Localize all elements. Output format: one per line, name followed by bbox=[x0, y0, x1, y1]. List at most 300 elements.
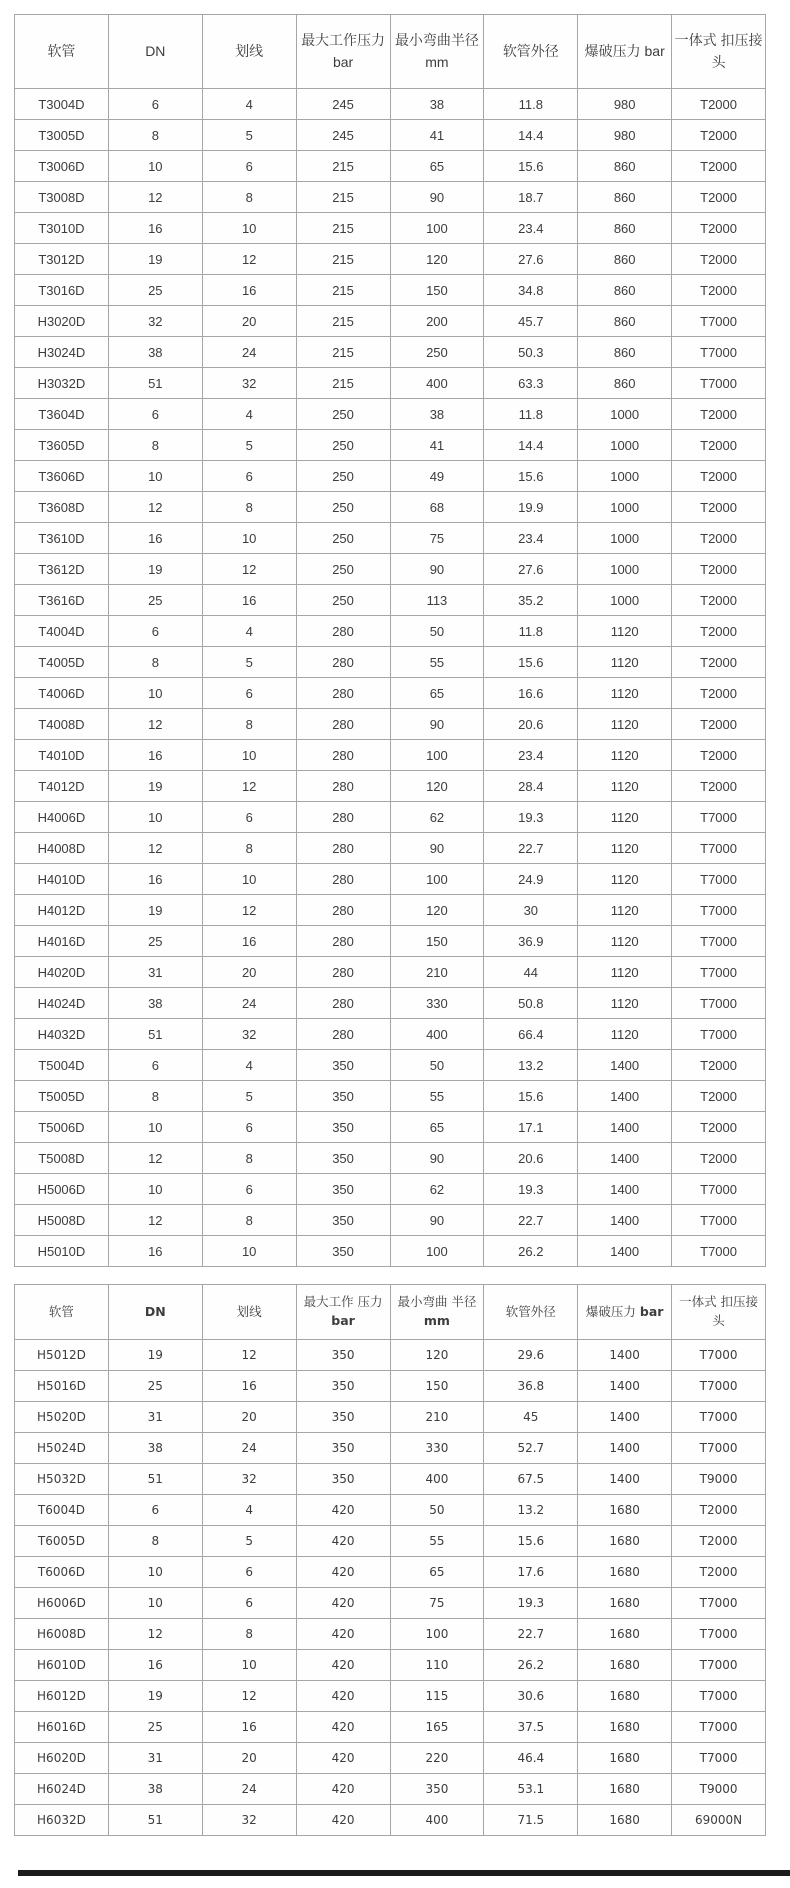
table-cell: 1000 bbox=[578, 492, 672, 523]
table-row bbox=[15, 709, 766, 740]
table-cell: 12 bbox=[202, 895, 296, 926]
table-cell: 5 bbox=[202, 1081, 296, 1112]
table-cell: 23.4 bbox=[484, 213, 578, 244]
table-cell: 6 bbox=[202, 1588, 296, 1619]
table-cell: 11.8 bbox=[484, 399, 578, 430]
table-cell: T2000 bbox=[672, 1081, 766, 1112]
table-cell: 10 bbox=[108, 151, 202, 182]
table-cell: 15.6 bbox=[484, 1081, 578, 1112]
table-cell: 19.3 bbox=[484, 1588, 578, 1619]
table-cell: H3020D bbox=[15, 306, 109, 337]
table-cell: 6 bbox=[108, 1050, 202, 1081]
table-row bbox=[15, 461, 766, 492]
table-cell: 6 bbox=[108, 1495, 202, 1526]
table-cell: T7000 bbox=[672, 957, 766, 988]
table-cell: 17.1 bbox=[484, 1112, 578, 1143]
table-cell: 49 bbox=[390, 461, 484, 492]
table-cell: H5008D bbox=[15, 1205, 109, 1236]
table-cell: 8 bbox=[202, 1205, 296, 1236]
table-cell: T6006D bbox=[15, 1557, 109, 1588]
table-cell: 860 bbox=[578, 368, 672, 399]
table-cell: 75 bbox=[390, 1588, 484, 1619]
table-cell: 11.8 bbox=[484, 616, 578, 647]
table-cell: 10 bbox=[108, 461, 202, 492]
table-cell: 16 bbox=[202, 1371, 296, 1402]
table-cell: 420 bbox=[296, 1805, 390, 1836]
table-cell: 280 bbox=[296, 740, 390, 771]
table-cell: 25 bbox=[108, 275, 202, 306]
table-cell: 110 bbox=[390, 1650, 484, 1681]
table-cell: T7000 bbox=[672, 1650, 766, 1681]
table-row bbox=[15, 802, 766, 833]
table-cell: 6 bbox=[108, 399, 202, 430]
table-cell: 10 bbox=[202, 740, 296, 771]
table-cell: 16 bbox=[108, 1236, 202, 1267]
table-cell: 31 bbox=[108, 1743, 202, 1774]
table-cell: 10 bbox=[108, 1557, 202, 1588]
table-row bbox=[15, 895, 766, 926]
table-cell: 16 bbox=[202, 275, 296, 306]
table-row bbox=[15, 244, 766, 275]
table-cell: T3004D bbox=[15, 89, 109, 120]
table-cell: 55 bbox=[390, 1526, 484, 1557]
table-cell: 16 bbox=[108, 864, 202, 895]
table-cell: 55 bbox=[390, 1081, 484, 1112]
table-cell: 350 bbox=[296, 1174, 390, 1205]
table-cell: 200 bbox=[390, 306, 484, 337]
table-row bbox=[15, 864, 766, 895]
table-row bbox=[15, 1557, 766, 1588]
table-cell: 10 bbox=[108, 678, 202, 709]
table-cell: 32 bbox=[108, 306, 202, 337]
table-cell: 350 bbox=[296, 1112, 390, 1143]
table-cell: T2000 bbox=[672, 554, 766, 585]
table-cell: 25 bbox=[108, 1371, 202, 1402]
column-header: 最大工作 压力 bar bbox=[296, 1285, 390, 1340]
table-cell: H6016D bbox=[15, 1712, 109, 1743]
table-cell: 150 bbox=[390, 926, 484, 957]
table-cell: T2000 bbox=[672, 616, 766, 647]
table-cell: H6008D bbox=[15, 1619, 109, 1650]
table-cell: T3006D bbox=[15, 151, 109, 182]
table-cell: 330 bbox=[390, 988, 484, 1019]
column-header: 软管 bbox=[15, 15, 109, 89]
table-cell: 50 bbox=[390, 616, 484, 647]
table-cell: 90 bbox=[390, 833, 484, 864]
table-cell: 38 bbox=[108, 988, 202, 1019]
table-cell: 23.4 bbox=[484, 523, 578, 554]
table-cell: 1120 bbox=[578, 864, 672, 895]
table-cell: T7000 bbox=[672, 1681, 766, 1712]
table-cell: 90 bbox=[390, 1143, 484, 1174]
table-cell: T7000 bbox=[672, 802, 766, 833]
table-cell: 115 bbox=[390, 1681, 484, 1712]
table-cell: T3016D bbox=[15, 275, 109, 306]
column-header: 爆破压力 bar bbox=[578, 15, 672, 89]
table-cell: 1120 bbox=[578, 709, 672, 740]
table-cell: 5 bbox=[202, 647, 296, 678]
table-cell: 280 bbox=[296, 771, 390, 802]
table-cell: 75 bbox=[390, 523, 484, 554]
table-cell: 26.2 bbox=[484, 1236, 578, 1267]
table-cell: T5008D bbox=[15, 1143, 109, 1174]
table-cell: T3005D bbox=[15, 120, 109, 151]
table-cell: 10 bbox=[108, 1174, 202, 1205]
table-cell: 32 bbox=[202, 368, 296, 399]
table-cell: 19 bbox=[108, 771, 202, 802]
table-cell: 120 bbox=[390, 1340, 484, 1371]
table-row bbox=[15, 120, 766, 151]
table-row bbox=[15, 833, 766, 864]
table-cell: 4 bbox=[202, 399, 296, 430]
table-cell: 12 bbox=[202, 1681, 296, 1712]
table-row bbox=[15, 399, 766, 430]
table-cell: 1680 bbox=[578, 1495, 672, 1526]
table-cell: 22.7 bbox=[484, 833, 578, 864]
table-row bbox=[15, 492, 766, 523]
table-cell: 1680 bbox=[578, 1743, 672, 1774]
table-cell: T5006D bbox=[15, 1112, 109, 1143]
table-cell: 20 bbox=[202, 306, 296, 337]
table-cell: 420 bbox=[296, 1712, 390, 1743]
table-cell: 66.4 bbox=[484, 1019, 578, 1050]
table-cell: 250 bbox=[296, 554, 390, 585]
table-cell: 250 bbox=[296, 430, 390, 461]
table-cell: 51 bbox=[108, 1805, 202, 1836]
table-cell: 13.2 bbox=[484, 1495, 578, 1526]
table-cell: 280 bbox=[296, 957, 390, 988]
table-cell: 12 bbox=[202, 771, 296, 802]
table-cell: 4 bbox=[202, 89, 296, 120]
table-cell: T2000 bbox=[672, 430, 766, 461]
table-cell: 62 bbox=[390, 1174, 484, 1205]
column-header: 最小弯曲半径 mm bbox=[390, 15, 484, 89]
table-cell: 1400 bbox=[578, 1174, 672, 1205]
table-cell: 15.6 bbox=[484, 151, 578, 182]
table-cell: 6 bbox=[202, 1112, 296, 1143]
table-cell: 1680 bbox=[578, 1619, 672, 1650]
table-cell: 420 bbox=[296, 1681, 390, 1712]
column-header: DN bbox=[108, 15, 202, 89]
table-cell: 400 bbox=[390, 368, 484, 399]
table-row bbox=[15, 1205, 766, 1236]
table-cell: 45.7 bbox=[484, 306, 578, 337]
table-cell: H4010D bbox=[15, 864, 109, 895]
table-cell: 860 bbox=[578, 151, 672, 182]
table-cell: 245 bbox=[296, 89, 390, 120]
table-cell: H6012D bbox=[15, 1681, 109, 1712]
table-cell: 11.8 bbox=[484, 89, 578, 120]
table-cell: 420 bbox=[296, 1619, 390, 1650]
table-cell: 50.3 bbox=[484, 337, 578, 368]
table-cell: 1680 bbox=[578, 1681, 672, 1712]
table-cell: 350 bbox=[296, 1371, 390, 1402]
table-cell: 350 bbox=[296, 1205, 390, 1236]
table-cell: 860 bbox=[578, 213, 672, 244]
table-cell: 280 bbox=[296, 616, 390, 647]
table-cell: T2000 bbox=[672, 120, 766, 151]
table-cell: T3612D bbox=[15, 554, 109, 585]
table-cell: 150 bbox=[390, 275, 484, 306]
table-row bbox=[15, 1588, 766, 1619]
table-cell: 41 bbox=[390, 120, 484, 151]
table-cell: 12 bbox=[108, 1143, 202, 1174]
table-cell: T2000 bbox=[672, 213, 766, 244]
table-cell: 5 bbox=[202, 430, 296, 461]
table-row bbox=[15, 213, 766, 244]
table-cell: 20 bbox=[202, 1743, 296, 1774]
table-cell: 6 bbox=[202, 1557, 296, 1588]
table-cell: 71.5 bbox=[484, 1805, 578, 1836]
table-cell: 1120 bbox=[578, 833, 672, 864]
table-cell: 55 bbox=[390, 647, 484, 678]
table-cell: 4 bbox=[202, 1050, 296, 1081]
table-cell: 19 bbox=[108, 554, 202, 585]
table-cell: 90 bbox=[390, 554, 484, 585]
header-row bbox=[15, 15, 766, 89]
table-cell: 215 bbox=[296, 306, 390, 337]
table-cell: H6006D bbox=[15, 1588, 109, 1619]
table-cell: 150 bbox=[390, 1371, 484, 1402]
table-cell: T2000 bbox=[672, 1526, 766, 1557]
table-cell: T7000 bbox=[672, 1433, 766, 1464]
table-cell: 24 bbox=[202, 1433, 296, 1464]
table-row bbox=[15, 1371, 766, 1402]
table-cell: 860 bbox=[578, 275, 672, 306]
table-cell: T7000 bbox=[672, 864, 766, 895]
table-cell: T3604D bbox=[15, 399, 109, 430]
table-cell: H5016D bbox=[15, 1371, 109, 1402]
table-cell: 280 bbox=[296, 926, 390, 957]
table-cell: 53.1 bbox=[484, 1774, 578, 1805]
table-cell: 27.6 bbox=[484, 244, 578, 275]
table-cell: 250 bbox=[296, 461, 390, 492]
table-cell: 13.2 bbox=[484, 1050, 578, 1081]
table-cell: 280 bbox=[296, 647, 390, 678]
table-row bbox=[15, 616, 766, 647]
table-cell: H3024D bbox=[15, 337, 109, 368]
table-cell: H5024D bbox=[15, 1433, 109, 1464]
table-row bbox=[15, 1340, 766, 1371]
table-cell: 10 bbox=[202, 523, 296, 554]
table-cell: T6005D bbox=[15, 1526, 109, 1557]
table-cell: T4005D bbox=[15, 647, 109, 678]
table-cell: 16 bbox=[202, 926, 296, 957]
table-cell: 90 bbox=[390, 1205, 484, 1236]
table-cell: 6 bbox=[202, 151, 296, 182]
table-cell: 165 bbox=[390, 1712, 484, 1743]
table-cell: T7000 bbox=[672, 1371, 766, 1402]
table-row bbox=[15, 1174, 766, 1205]
table-cell: 860 bbox=[578, 337, 672, 368]
table-cell: 215 bbox=[296, 244, 390, 275]
table-cell: 1400 bbox=[578, 1402, 672, 1433]
table-cell: 1120 bbox=[578, 988, 672, 1019]
table-row bbox=[15, 1464, 766, 1495]
table-cell: 250 bbox=[390, 337, 484, 368]
table-cell: 19 bbox=[108, 244, 202, 275]
table-cell: 215 bbox=[296, 151, 390, 182]
table-row bbox=[15, 89, 766, 120]
table-cell: T7000 bbox=[672, 1712, 766, 1743]
table-cell: 36.8 bbox=[484, 1371, 578, 1402]
table-cell: 31 bbox=[108, 957, 202, 988]
table-row bbox=[15, 1433, 766, 1464]
table-row bbox=[15, 1681, 766, 1712]
table-cell: 100 bbox=[390, 740, 484, 771]
table-cell: H6024D bbox=[15, 1774, 109, 1805]
table-cell: T2000 bbox=[672, 678, 766, 709]
table-cell: 1400 bbox=[578, 1340, 672, 1371]
table-cell: 19 bbox=[108, 895, 202, 926]
table-row bbox=[15, 275, 766, 306]
table-cell: T2000 bbox=[672, 1050, 766, 1081]
table-cell: H6020D bbox=[15, 1743, 109, 1774]
table-cell: 860 bbox=[578, 244, 672, 275]
table-cell: 24 bbox=[202, 337, 296, 368]
table-cell: 6 bbox=[202, 678, 296, 709]
table-cell: 31 bbox=[108, 1402, 202, 1433]
column-header: 爆破压力 bar bbox=[578, 1285, 672, 1340]
table-cell: 1000 bbox=[578, 430, 672, 461]
table-row bbox=[15, 554, 766, 585]
table-cell: 4 bbox=[202, 616, 296, 647]
column-header: 最大工作压力 bar bbox=[296, 15, 390, 89]
table-cell: T3010D bbox=[15, 213, 109, 244]
table-row bbox=[15, 1619, 766, 1650]
table-cell: 210 bbox=[390, 957, 484, 988]
table-cell: H6032D bbox=[15, 1805, 109, 1836]
table-cell: 1120 bbox=[578, 740, 672, 771]
table-cell: 400 bbox=[390, 1019, 484, 1050]
table-cell: T2000 bbox=[672, 740, 766, 771]
table-cell: 250 bbox=[296, 399, 390, 430]
table-cell: 16 bbox=[202, 1712, 296, 1743]
table-cell: 16 bbox=[108, 213, 202, 244]
table-cell: T7000 bbox=[672, 1174, 766, 1205]
hose-spec-table-2 bbox=[14, 1284, 766, 1836]
table-cell: 32 bbox=[202, 1019, 296, 1050]
table-cell: 280 bbox=[296, 802, 390, 833]
table-cell: 30.6 bbox=[484, 1681, 578, 1712]
table-cell: 8 bbox=[202, 1619, 296, 1650]
table-cell: 22.7 bbox=[484, 1205, 578, 1236]
table-cell: 350 bbox=[296, 1402, 390, 1433]
table-cell: 980 bbox=[578, 89, 672, 120]
table-cell: 330 bbox=[390, 1433, 484, 1464]
table-cell: 12 bbox=[202, 244, 296, 275]
table-cell: 32 bbox=[202, 1464, 296, 1495]
table-cell: 38 bbox=[390, 89, 484, 120]
table-cell: 6 bbox=[202, 802, 296, 833]
column-header: 划线 bbox=[202, 15, 296, 89]
table-cell: 8 bbox=[108, 1081, 202, 1112]
table-row bbox=[15, 1236, 766, 1267]
table-cell: 6 bbox=[202, 1174, 296, 1205]
table-cell: 12 bbox=[108, 1205, 202, 1236]
table-cell: T4008D bbox=[15, 709, 109, 740]
table-cell: T7000 bbox=[672, 895, 766, 926]
table-cell: T3610D bbox=[15, 523, 109, 554]
table-cell: 16 bbox=[108, 1650, 202, 1681]
table-cell: 1400 bbox=[578, 1433, 672, 1464]
table-cell: T7000 bbox=[672, 833, 766, 864]
table-cell: 1000 bbox=[578, 461, 672, 492]
table-cell: 1120 bbox=[578, 647, 672, 678]
table-cell: 1680 bbox=[578, 1557, 672, 1588]
table-row bbox=[15, 1650, 766, 1681]
bottom-divider-bar bbox=[18, 1870, 790, 1876]
table-cell: 8 bbox=[108, 430, 202, 461]
table-cell: 1400 bbox=[578, 1205, 672, 1236]
table-cell: 350 bbox=[296, 1340, 390, 1371]
table-cell: T7000 bbox=[672, 337, 766, 368]
table-cell: 10 bbox=[202, 864, 296, 895]
table-cell: 420 bbox=[296, 1557, 390, 1588]
table-cell: 100 bbox=[390, 1619, 484, 1650]
table-cell: T5004D bbox=[15, 1050, 109, 1081]
table-cell: T9000 bbox=[672, 1774, 766, 1805]
table-cell: 100 bbox=[390, 213, 484, 244]
table-cell: 980 bbox=[578, 120, 672, 151]
table-cell: 27.6 bbox=[484, 554, 578, 585]
table-row bbox=[15, 988, 766, 1019]
table-cell: 4 bbox=[202, 1495, 296, 1526]
table-cell: 65 bbox=[390, 678, 484, 709]
table-cell: 51 bbox=[108, 1464, 202, 1495]
table-cell: 5 bbox=[202, 120, 296, 151]
table-cell: 1120 bbox=[578, 1019, 672, 1050]
table-cell: 8 bbox=[202, 492, 296, 523]
table-cell: T2000 bbox=[672, 89, 766, 120]
column-header: DN bbox=[108, 1285, 202, 1340]
table-cell: T2000 bbox=[672, 275, 766, 306]
table-row bbox=[15, 926, 766, 957]
table-cell: 280 bbox=[296, 988, 390, 1019]
table-cell: 37.5 bbox=[484, 1712, 578, 1743]
table-cell: 1120 bbox=[578, 926, 672, 957]
table-cell: T3012D bbox=[15, 244, 109, 275]
table-cell: 34.8 bbox=[484, 275, 578, 306]
table-row bbox=[15, 585, 766, 616]
table-cell: 16 bbox=[108, 523, 202, 554]
table-cell: 860 bbox=[578, 306, 672, 337]
table-cell: 113 bbox=[390, 585, 484, 616]
table-cell: 25 bbox=[108, 926, 202, 957]
table-cell: 350 bbox=[296, 1081, 390, 1112]
table-cell: 100 bbox=[390, 864, 484, 895]
table-row bbox=[15, 182, 766, 213]
table-cell: H5032D bbox=[15, 1464, 109, 1495]
table-cell: T3008D bbox=[15, 182, 109, 213]
table-cell: 20.6 bbox=[484, 1143, 578, 1174]
table-cell: 12 bbox=[108, 833, 202, 864]
table-cell: 420 bbox=[296, 1588, 390, 1619]
table-row bbox=[15, 151, 766, 182]
table-cell: 250 bbox=[296, 523, 390, 554]
table-row bbox=[15, 1050, 766, 1081]
table-cell: 8 bbox=[108, 1526, 202, 1557]
table-cell: H5006D bbox=[15, 1174, 109, 1205]
table-cell: T7000 bbox=[672, 1340, 766, 1371]
table-cell: T2000 bbox=[672, 1495, 766, 1526]
header-row bbox=[15, 1285, 766, 1340]
table-cell: T2000 bbox=[672, 492, 766, 523]
table-row bbox=[15, 306, 766, 337]
table-cell: T2000 bbox=[672, 182, 766, 213]
table-cell: T2000 bbox=[672, 399, 766, 430]
table-cell: T2000 bbox=[672, 523, 766, 554]
